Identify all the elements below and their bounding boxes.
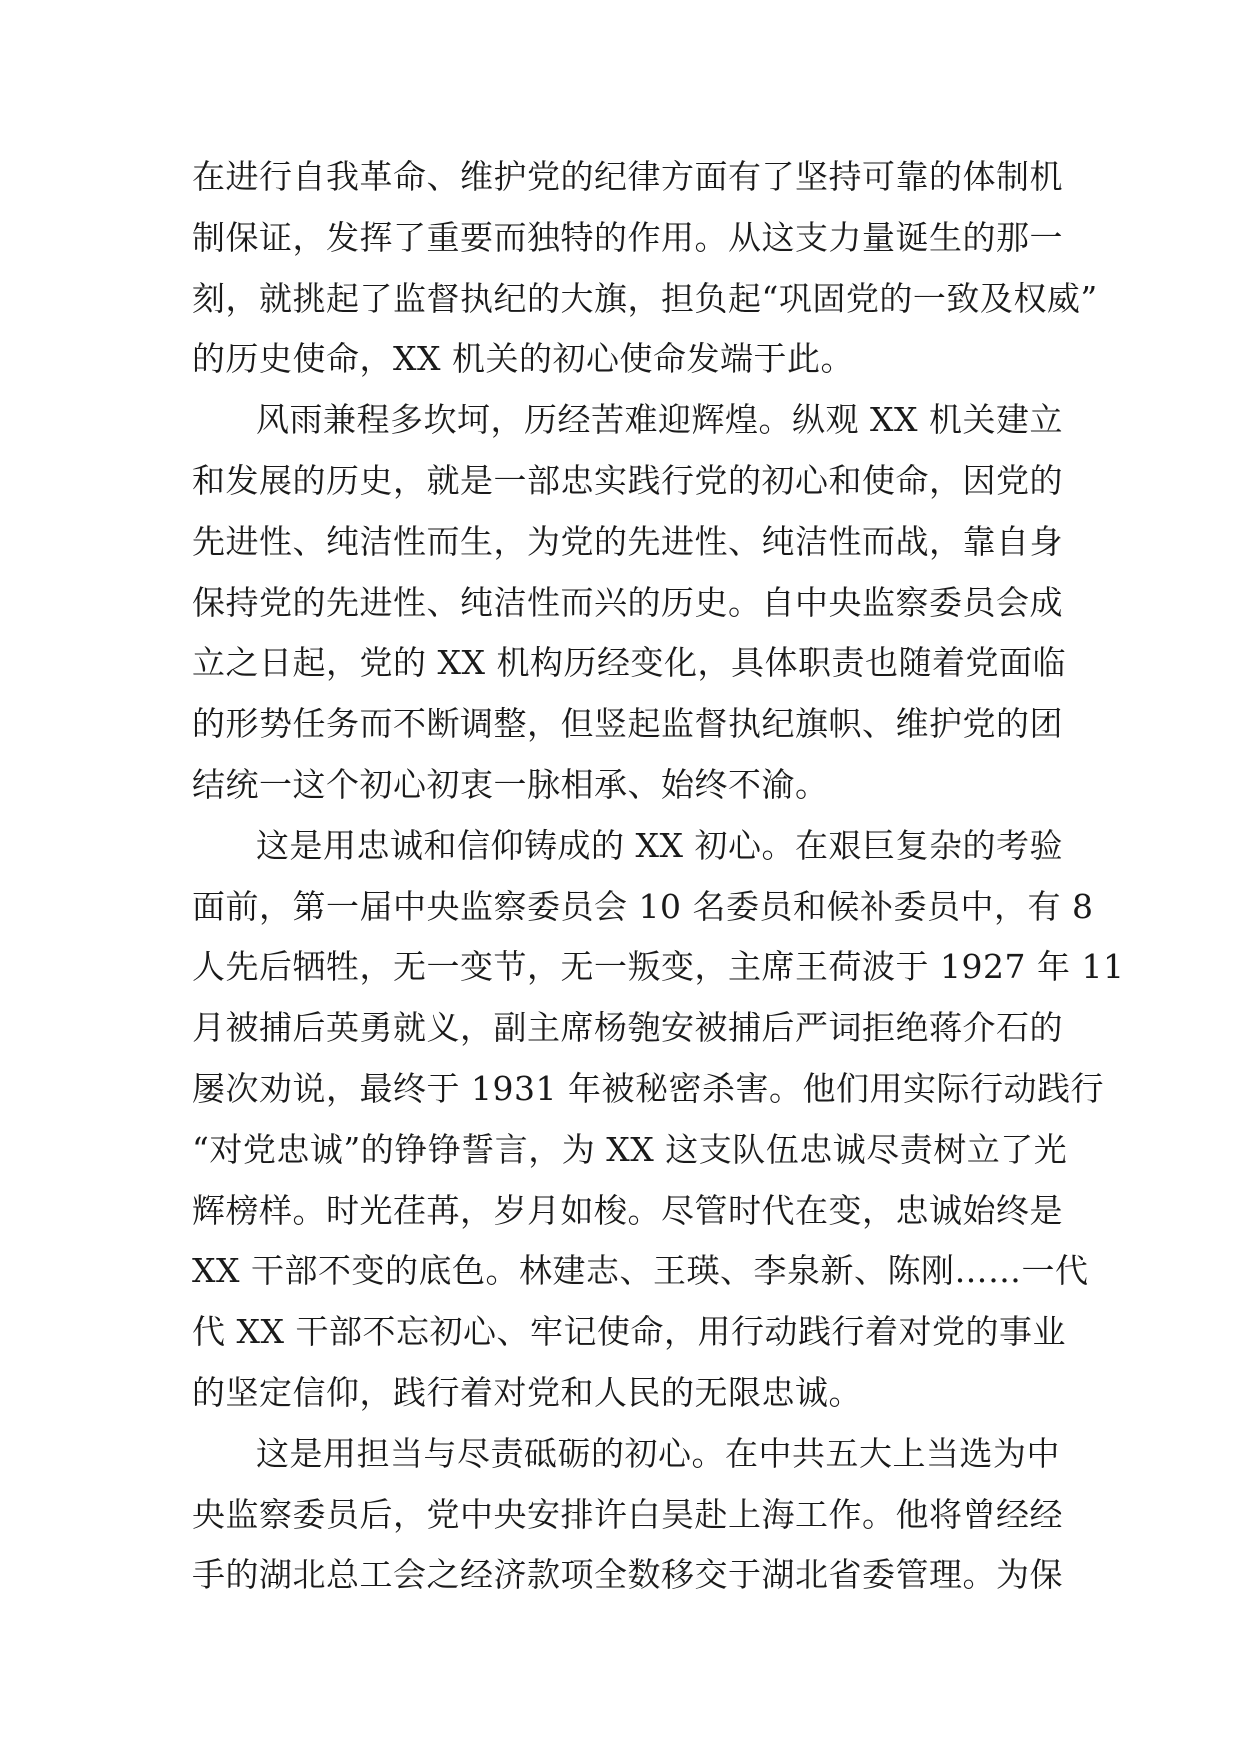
text-line: 手的湖北总工会之经济款项全数移交于湖北省委管理。为保 [192,1555,1063,1595]
text-line: 的形势任务而不断调整，但竖起监督执纪旗帜、维护党的团 [192,704,1063,744]
text-line: 代 XX 干部不忘初心、牢记使命，用行动践行着对党的事业 [192,1312,1066,1352]
paragraph-first-line: 这是用忠诚和信仰铸成的 XX 初心。在艰巨复杂的考验 [256,825,1063,865]
text-line: 和发展的历史，就是一部忠实践行党的初心和使命，因党的 [192,460,1063,500]
text-line: 人先后牺牲，无一变节，无一叛变，主席王荷波于 1927 年 11 [192,947,1125,987]
text-line: “对党忠诚”的铮铮誓言，为 XX 这支队伍忠诚尽责树立了光 [192,1129,1068,1169]
text-line: 辉榜样。时光荏苒，岁月如梭。尽管时代在变，忠诚始终是 [192,1190,1063,1230]
text-line: 制保证，发挥了重要而独特的作用。从这支力量诞生的那一 [192,217,1063,257]
text-line: 央监察委员后，党中央安排许白昊赴上海工作。他将曾经经 [192,1494,1063,1534]
text-line: 保持党的先进性、纯洁性而兴的历史。自中央监察委员会成 [192,582,1063,622]
paragraph-first-line: 风雨兼程多坎坷，历经苦难迎辉煌。纵观 XX 机关建立 [256,400,1063,440]
text-line: 刻，就挑起了监督执纪的大旗，担负起“巩固党的一致及权威” [192,278,1098,318]
text-line: 面前，第一届中央监察委员会 10 名委员和候补委员中，有 8 [192,886,1094,926]
paragraph-first-line: 这是用担当与尽责砥砺的初心。在中共五大上当选为中 [256,1433,1060,1473]
text-line: 屡次劝说，最终于 1931 年被秘密杀害。他们用实际行动践行 [192,1068,1104,1108]
text-line: XX 干部不变的底色。林建志、王瑛、李泉新、陈刚……一代 [192,1251,1089,1291]
document-body [192,147,1125,1606]
text-line: 的坚定信仰，践行着对党和人民的无限忠诚。 [192,1372,862,1412]
text-line: 立之日起，党的 XX 机构历经变化，具体职责也随着党面临 [192,643,1066,683]
text-line: 月被捕后英勇就义，副主席杨匏安被捕后严词拒绝蒋介石的 [192,1008,1063,1048]
text-line: 先进性、纯洁性而生，为党的先进性、纯洁性而战，靠自身 [192,521,1063,561]
text-line: 结统一这个初心初衷一脉相承、始终不渝。 [192,764,829,804]
text-line: 的历史使命，XX 机关的初心使命发端于此。 [192,339,854,379]
text-line: 在进行自我革命、维护党的纪律方面有了坚持可靠的体制机 [192,157,1063,196]
